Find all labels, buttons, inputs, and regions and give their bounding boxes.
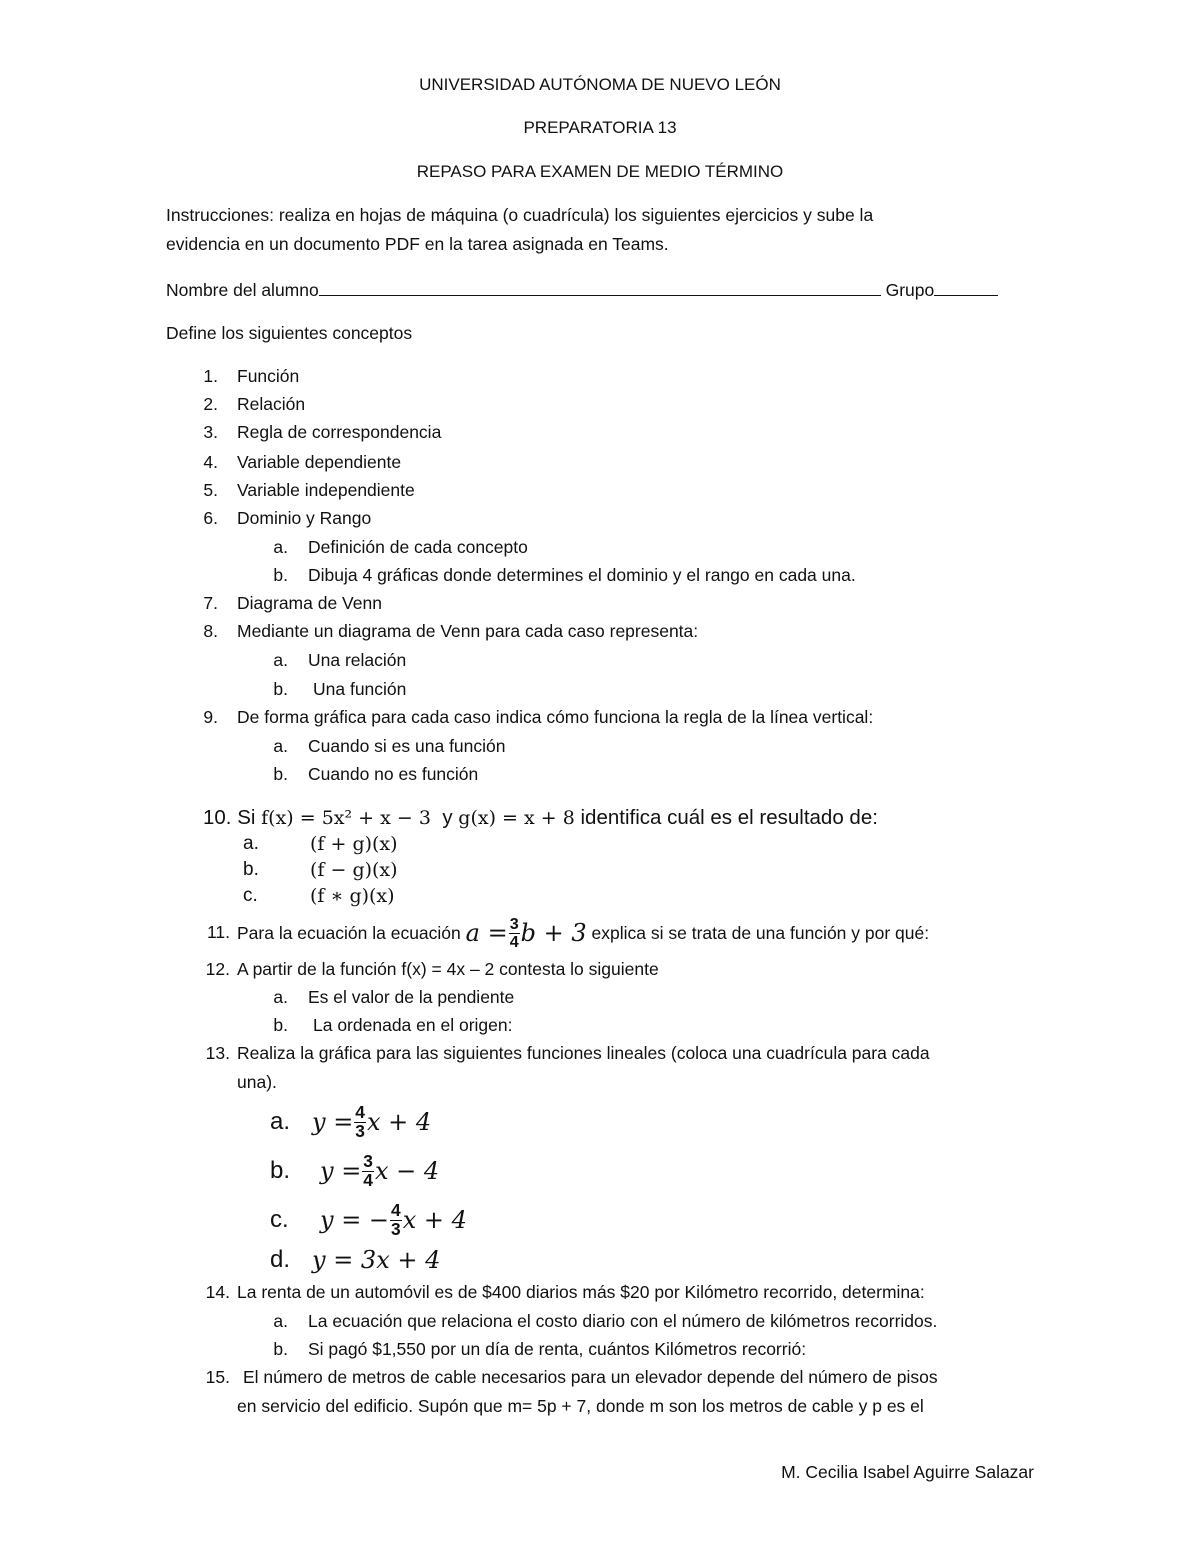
instructions-line-1: Instrucciones: realiza en hojas de máquina (o cuadrícula) los siguientes ejercicios y sube la	[166, 205, 874, 225]
equation-fraction: $\frac{3}{4}$	[363, 1151, 373, 1190]
item-number: 4.	[203, 452, 218, 472]
subitem-label: b.	[273, 565, 288, 585]
equation-row-b	[270, 1146, 439, 1196]
equation-rhs: x − 4	[374, 1157, 440, 1185]
equation-label: a.	[270, 1108, 291, 1135]
item-11-statement	[237, 908, 929, 958]
equation-expression: y = 3x + 4	[312, 1246, 441, 1274]
item-number: 12.	[205, 959, 230, 979]
item-number: 11.	[206, 922, 230, 942]
item-text: A partir de la función f(x) = 4x – 2 contesta lo siguiente	[237, 959, 659, 979]
equation-label: b.	[270, 1157, 291, 1184]
item-number: 2.	[203, 394, 218, 414]
footer-author: M. Cecilia Isabel Aguirre Salazar	[781, 1462, 1034, 1482]
equation-lhs: y =	[320, 1157, 362, 1185]
student-name-blank	[319, 280, 881, 296]
item-text: Diagrama de Venn	[237, 593, 382, 613]
item-text: El número de metros de cable necesarios para un elevador depende del número de pisos	[243, 1367, 938, 1387]
item-10-and: y	[442, 806, 453, 829]
subitem-text: Una función	[313, 679, 407, 699]
item-text: De forma gráfica para cada caso indica cómo funciona la regla de la línea vertical:	[237, 707, 874, 727]
subitem-label: a.	[273, 1311, 288, 1331]
item-number: 14.	[205, 1282, 230, 1302]
equation-rhs: b + 3	[520, 919, 587, 947]
equation-fraction: $\frac{4}{3}$	[355, 1102, 365, 1141]
subitem-text: Es el valor de la pendiente	[308, 987, 515, 1007]
equation-label: d.	[270, 1246, 291, 1273]
subitem-text: Una relación	[308, 650, 407, 670]
item-text: Dominio y Rango	[237, 508, 372, 528]
subitem-label: c.	[243, 885, 258, 906]
item-number: 13.	[205, 1043, 230, 1063]
subitem-text: Definición de cada concepto	[308, 537, 528, 557]
item-text: La renta de un automóvil es de $400 diarios más $20 por Kilómetro recorrido, determina:	[237, 1282, 925, 1302]
university-heading: UNIVERSIDAD AUTÓNOMA DE NUEVO LEÓN	[419, 75, 781, 94]
subitem-label: a.	[273, 537, 288, 557]
equation-row-c	[270, 1195, 467, 1245]
equation-lhs: y = −	[320, 1206, 390, 1234]
equation-fraction: $\frac{3}{4}$	[509, 915, 519, 951]
item-number: 15.	[205, 1367, 230, 1387]
subitem-expression: (f − g)(x)	[310, 859, 398, 881]
equation-fraction: $\frac{4}{3}$	[391, 1200, 401, 1239]
subitem-text: La ecuación que relaciona el costo diario con el número de kilómetros recorridos.	[308, 1311, 938, 1331]
item-10-prefix: 10. Si	[203, 806, 256, 829]
subitem-label: b.	[273, 1339, 288, 1359]
subitem-text: Cuando no es función	[308, 764, 479, 784]
equation-rhs: x + 4	[402, 1206, 467, 1234]
subitem-text: La ordenada en el origen:	[313, 1015, 513, 1035]
student-name-row	[166, 280, 998, 301]
f-definition: f(x) = 5x² + x − 3	[261, 807, 431, 829]
item-text: Función	[237, 366, 300, 386]
subitem-label: b.	[273, 764, 288, 784]
item-number: 1.	[203, 366, 218, 386]
item-text: Para la ecuación la ecuación	[237, 922, 461, 943]
equation-row-d	[270, 1242, 440, 1278]
equation-lhs: a =	[465, 919, 508, 947]
item-text: Regla de correspondencia	[237, 422, 442, 442]
item-text: en servicio del edificio. Supón que m= 5p + 7, donde m son los metros de cable y p es el	[237, 1396, 924, 1416]
item-number: 3.	[203, 422, 218, 442]
equation-rhs: x + 4	[366, 1108, 432, 1136]
instructions-line-2: evidencia en un documento PDF en la tarea asignada en Teams.	[166, 234, 669, 254]
item-text: Realiza la gráfica para las siguientes funciones lineales (coloca una cuadrícula para cada	[237, 1043, 930, 1063]
item-11-suffix: explica si se trata de una función y por qué:	[591, 922, 930, 943]
item-number: 5.	[203, 480, 218, 500]
item-number: 6.	[203, 508, 218, 528]
document-title: REPASO PARA EXAMEN DE MEDIO TÉRMINO	[416, 162, 784, 181]
item-10-statement	[203, 806, 878, 830]
item-text: Variable dependiente	[237, 452, 402, 472]
subitem-label: a.	[243, 833, 259, 854]
equation-row-a	[270, 1097, 431, 1147]
equation-label: c.	[270, 1206, 289, 1233]
item-10-suffix: identifica cuál es el resultado de:	[580, 806, 878, 829]
subitem-text: Si pagó $1,550 por un día de renta, cuántos Kilómetros recorrió:	[308, 1339, 807, 1359]
equation-lhs: y =	[312, 1108, 354, 1136]
subitem-label: b.	[243, 859, 259, 880]
item-text: Mediante un diagrama de Venn para cada caso representa:	[237, 621, 699, 641]
subitem-expression: (f ∗ g)(x)	[310, 885, 395, 907]
group-blank	[934, 280, 998, 296]
subitem-label: b.	[273, 1015, 288, 1035]
student-name-label: Nombre del alumno	[166, 280, 319, 300]
g-definition: g(x) = x + 8	[458, 807, 575, 829]
section-title: Define los siguientes conceptos	[166, 323, 413, 343]
item-number: 8.	[203, 621, 218, 641]
item-number: 7.	[203, 593, 218, 613]
subitem-expression: (f + g)(x)	[310, 833, 398, 855]
group-label: Grupo	[885, 280, 935, 300]
item-text: una).	[237, 1072, 277, 1092]
item-number: 9.	[203, 707, 218, 727]
subitem-label: a.	[273, 987, 288, 1007]
subitem-label: a.	[273, 736, 288, 756]
subitem-label: a.	[273, 650, 288, 670]
subitem-text: Dibuja 4 gráficas donde determines el dominio y el rango en cada una.	[308, 565, 856, 585]
subitem-label: b.	[273, 679, 288, 699]
school-heading: PREPARATORIA 13	[523, 118, 677, 137]
item-text: Variable independiente	[237, 480, 415, 500]
item-text: Relación	[237, 394, 306, 414]
subitem-text: Cuando si es una función	[308, 736, 506, 756]
